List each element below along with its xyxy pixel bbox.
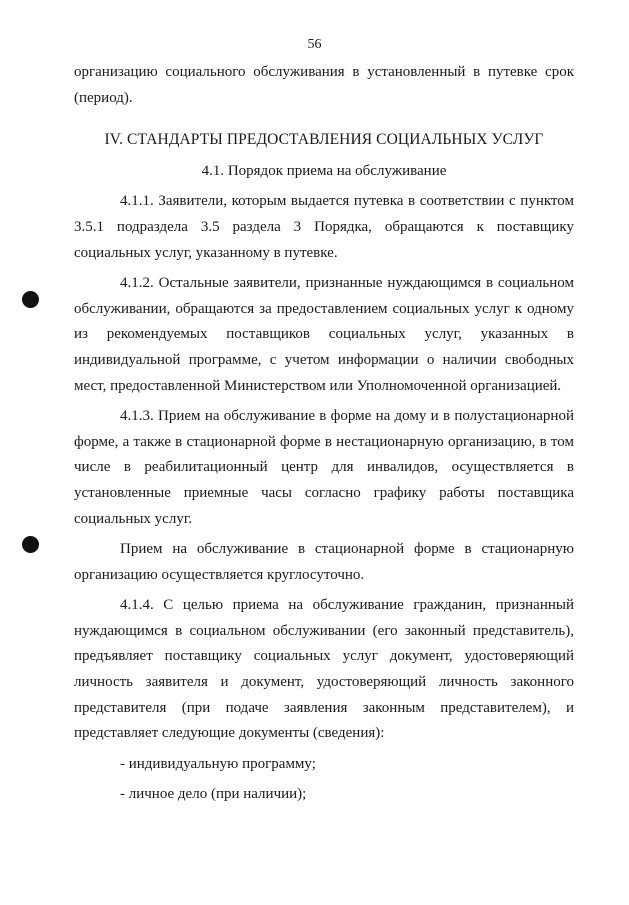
paragraph-continuation: организацию социального обслуживания в установленный в путевке срок (период). bbox=[74, 64, 574, 106]
punch-hole bbox=[22, 291, 39, 308]
paragraph-4-1-1: 4.1.1. Заявители, которым выдается путевка в соответствии с пунктом 3.5.1 подраздела 3.5 раздела 3 Порядка, обращаются к поставщику социальных услуг, указанному в путевке. bbox=[74, 193, 574, 261]
document-body bbox=[74, 60, 574, 808]
list-item: - индивидуальную программу; bbox=[120, 755, 316, 772]
paragraph-reception-stationary: Прием на обслуживание в стационарной форме в стационарную организацию осуществляется круглосуточно. bbox=[74, 541, 574, 583]
page-number: 56 bbox=[307, 37, 322, 52]
paragraph-4-1-3: 4.1.3. Прием на обслуживание в форме на дому и в полустационарной форме, а также в стационарной форме в нестационарную организацию, в том числе в реабилитационный центр для инвалидов, осуществляется в установленные приемные часы согласно графику работы поставщика социальных услуг. bbox=[74, 408, 574, 527]
paragraph-4-1-2: 4.1.2. Остальные заявители, признанные нуждающимся в социальном обслуживании, обращаются за предоставлением социальных услуг к одному из рекомендуемых поставщиков социальных услуг, указанных в индивидуальной программе, с учетом информации о наличии свободных мест, предоставленной Министерством или Уполномоченной организацией. bbox=[74, 275, 574, 394]
section-title: IV. СТАНДАРТЫ ПРЕДОСТАВЛЕНИЯ СОЦИАЛЬНЫХ УСЛУГ bbox=[104, 131, 544, 149]
list-item: - личное дело (при наличии); bbox=[120, 786, 307, 803]
paragraph-4-1-4: 4.1.4. С целью приема на обслуживание гражданин, признанный нуждающимся в социальном обслуживании (его законный представитель), предъявляет поставщику социальных услуг документ, удостоверяющий личность заявителя и документ, удостоверяющий личность законного представителя (при подаче заявления законным представителем), и представляет следующие документы (сведения): bbox=[74, 597, 574, 742]
punch-hole bbox=[22, 536, 39, 553]
subsection-title: 4.1. Порядок приема на обслуживание bbox=[201, 162, 447, 179]
